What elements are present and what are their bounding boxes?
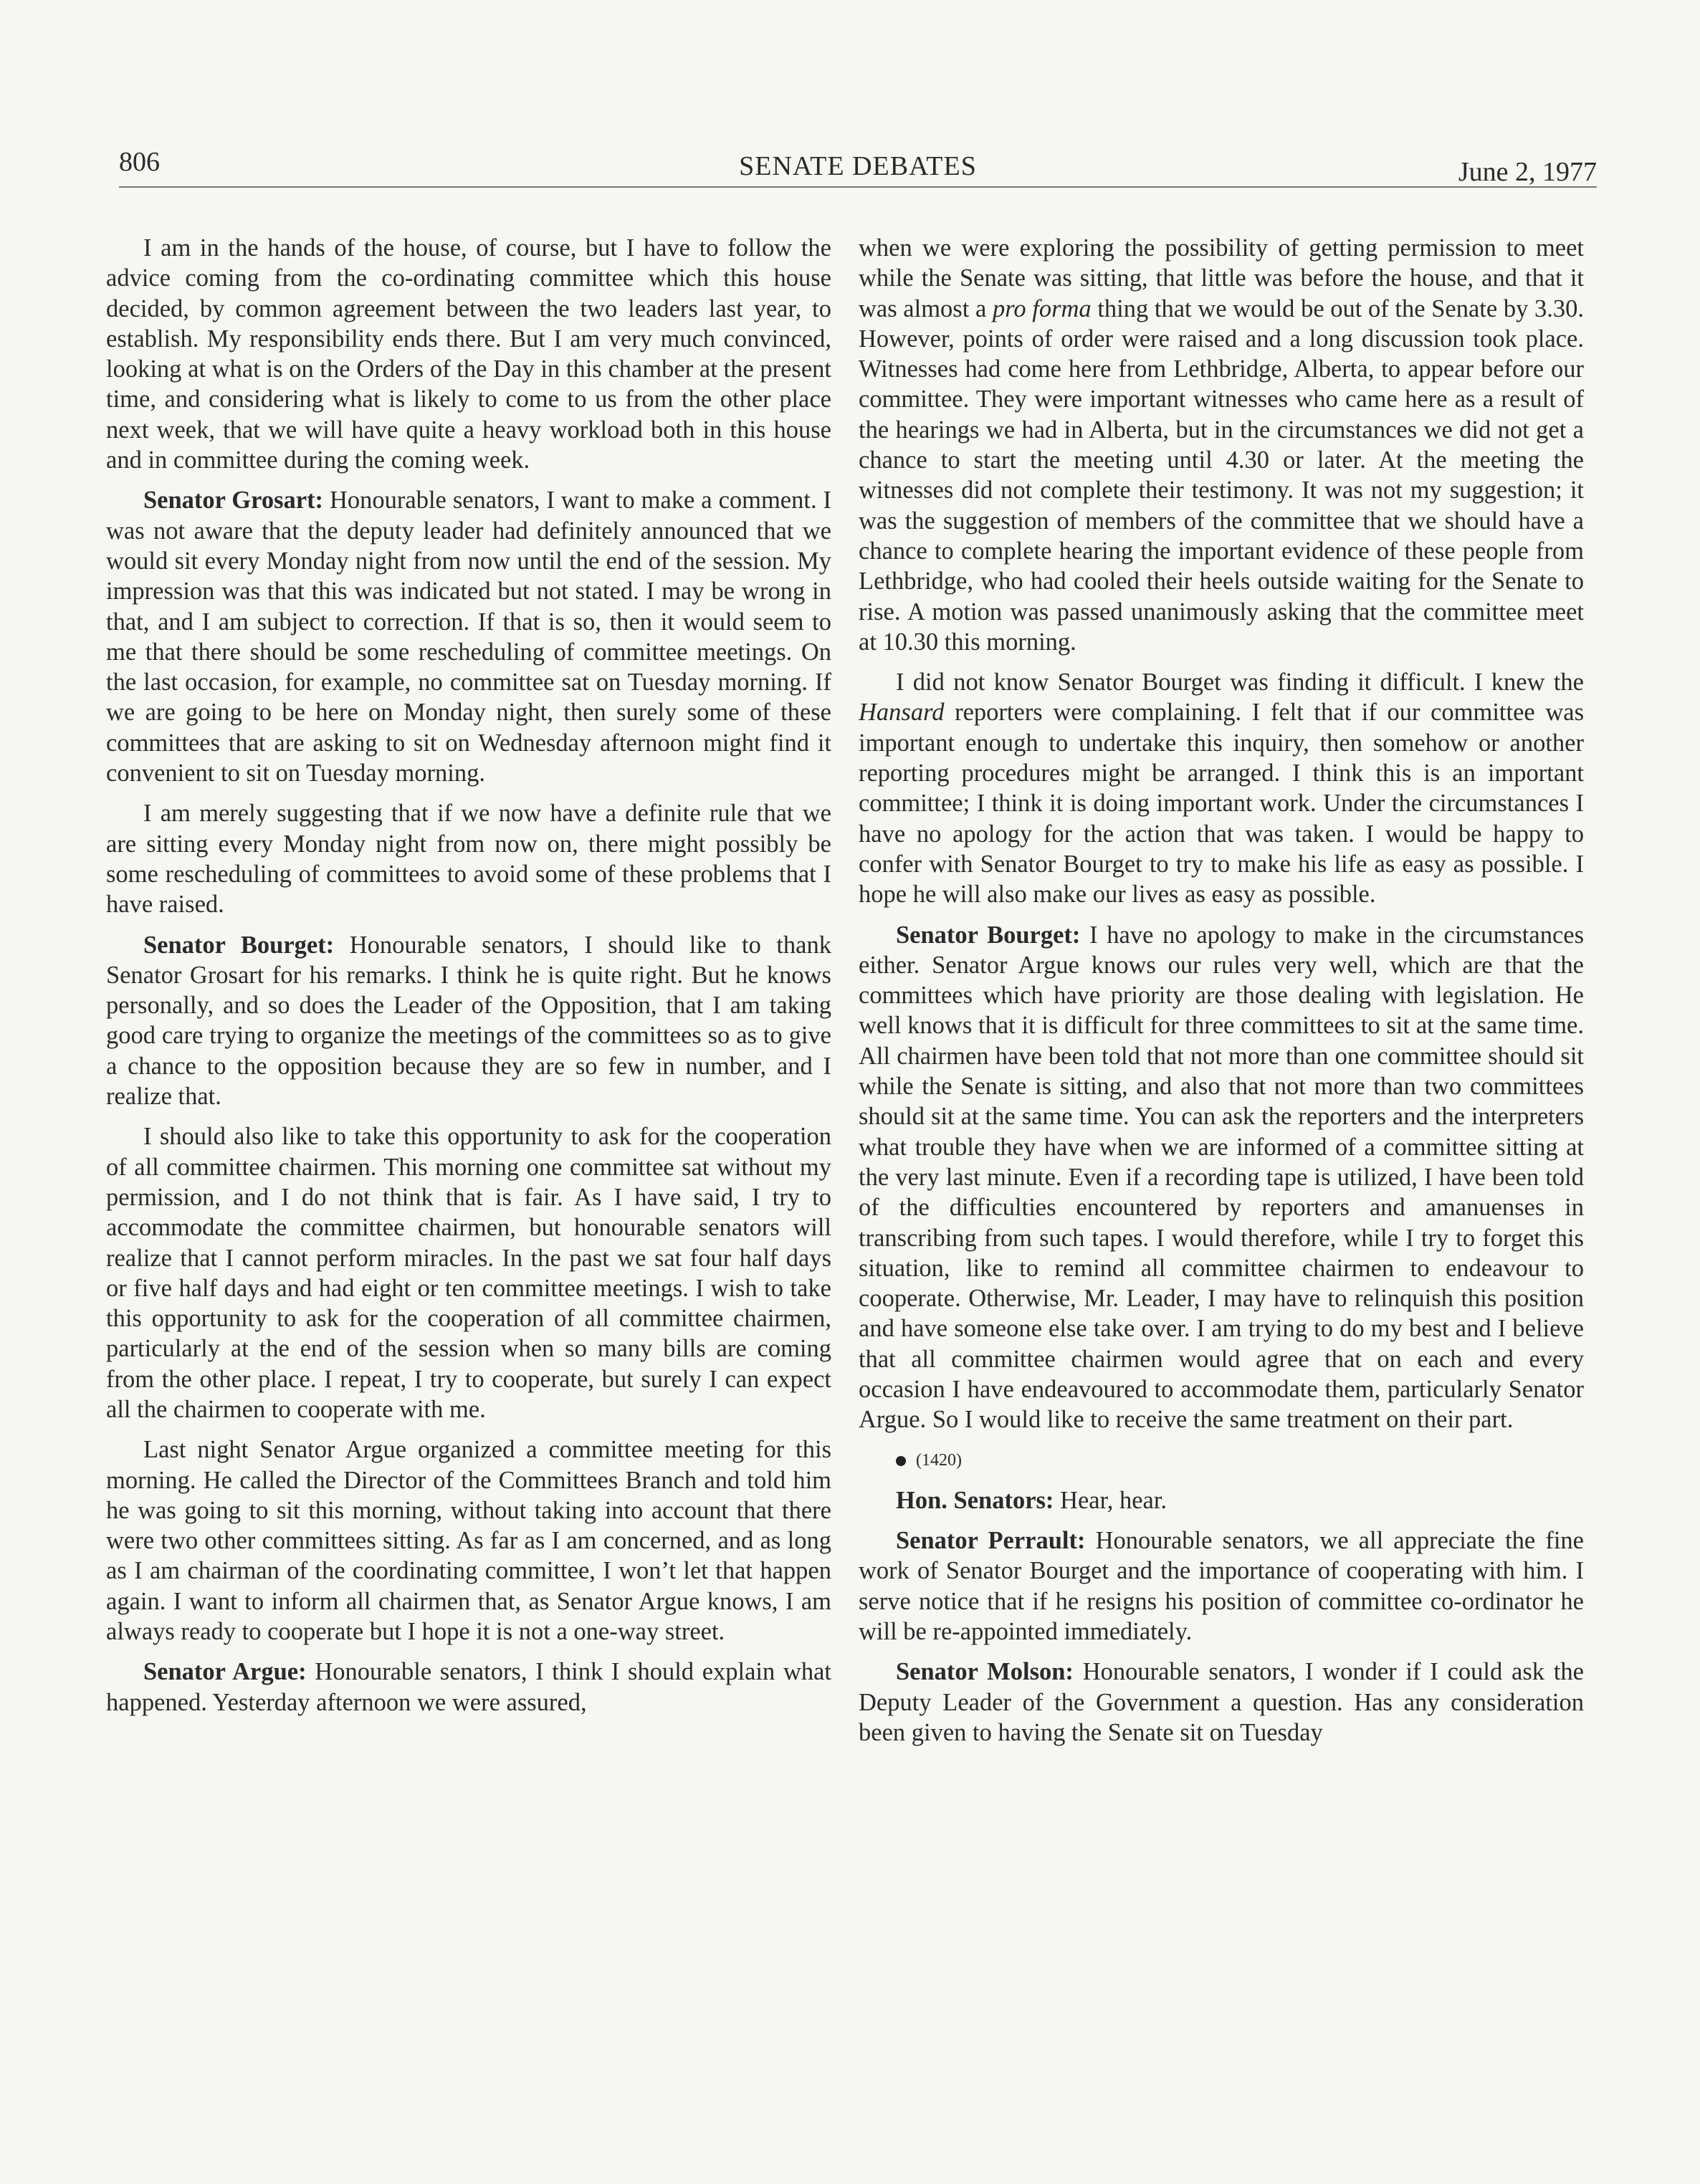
time-marker	[859, 1445, 1584, 1475]
speech-argue	[106, 1657, 831, 1718]
page-number: 806	[119, 147, 160, 177]
paragraph: I am in the hands of the house, of course, but I have to follow the advice coming from the co-ordinating committee which this house decided, by common agreement between the two leaders last year, to establish. My responsibility ends there. But I am very much convinced, looking at what is on the Orders of the Day in this chamber at the present time, and considering what is likely to come to us from the other place next week, that we will have quite a heavy workload both in this house and in committee during the coming week.	[106, 234, 831, 474]
speaker-name: Senator Perrault:	[896, 1527, 1086, 1555]
page-header	[119, 146, 1597, 188]
paragraph-continued	[859, 233, 1584, 657]
text-run: when we were exploring the possibility of getting permission to meet while the Senate was sitting, that little was before the house, and that it was almost a	[859, 234, 1584, 322]
speech-text: Honourable senators, I wonder if I could ask the Deputy Leader of the Government a question. Has any consideration been given to having the Senate sit on Tuesday	[859, 1658, 1584, 1746]
text-run: reporters were complaining. I felt that if our committee was important enough to undertake this inquiry, then somehow or another reporting procedures might be arranged. I think this is an important committee; I think it is doing important work. Under the circumstances I have no apology for the action that was taken. I would be happy to confer with Senator Bourget to try to make his life as easy as possible. I hope he will also make our lives as easy as possible.	[859, 699, 1584, 909]
paragraph: I am merely suggesting that if we now have a definite rule that we are sitting every Monday night from now on, there might possibly be some rescheduling of committees to avoid some of these problems that I have raised.	[106, 800, 831, 919]
text-run: I did not know Senator Bourget was finding it difficult. I knew the	[896, 669, 1584, 696]
speech-text: Hear, hear.	[1054, 1486, 1167, 1514]
speaker-name: Senator Grosart:	[143, 487, 324, 514]
left-column	[106, 233, 831, 1728]
speech-bourget	[859, 920, 1584, 1435]
speaker-name: Hon. Senators:	[896, 1486, 1054, 1514]
italic-text: Hansard	[859, 699, 945, 727]
right-column	[859, 233, 1584, 1758]
speaker-name: Senator Bourget:	[896, 921, 1081, 949]
speech-text: I have no apology to make in the circumstances either. Senator Argue knows our rules very well, which are that the committees which have priority are those dealing with legislation. He well knows that it is difficult for three committees to sit at the same time. All chairmen have been told that not more than one committee should sit while the Senate is sitting, and also that not more than two committees should sit at the same time. You can ask the reporters and the interpreters what trouble they have when we are informed of a committee sitting at the very last minute. Even if a recording tape is utilized, I have been told of the difficulties encountered by reporters and amanuenses in transcribing from such tapes. I would therefore, while I try to forget this situation, like to remind all committee chairmen to endeavour to cooperate. Otherwise, Mr. Leader, I may have to relinquish this position and have someone else take over. I am trying to do my best and I believe that all committee chairmen would agree that on each and every occasion I have endeavoured to accommodate them, particularly Senator Argue. So I would like to receive the same treatment on their part.	[859, 921, 1585, 1434]
speech-bourget	[106, 930, 831, 1112]
time-marker-text: (1420)	[916, 1450, 962, 1470]
paragraph	[859, 667, 1584, 909]
paragraph: Last night Senator Argue organized a committee meeting for this morning. He called the Director of the Committees Branch and told him he was going to sit this morning, without taking into account that there were two other committees sitting. As far as I am concerned, and as long as I am chairman of the coordinating committee, I won’t let that happen again. I want to inform all chairmen that, as Senator Argue knows, I am always ready to cooperate but I hope it is not a one-way street.	[106, 1436, 831, 1646]
running-title: SENATE DEBATES	[739, 151, 977, 181]
italic-text: pro forma	[992, 294, 1092, 322]
speech-text: Honourable senators, we all appreciate the fine work of Senator Bourget and the importance of cooperating with him. I serve notice that if he resigns his position of committee co-ordinator he will be re-appointed immediately.	[859, 1527, 1584, 1646]
speaker-name: Senator Molson:	[896, 1658, 1074, 1686]
speech-hon-senators	[859, 1485, 1584, 1515]
text-run: thing that we would be out of the Senate by 3.30. However, points of order were raised and a long discussion took place. Witnesses had come here from Lethbridge, Alberta, to appear before our committee. They were important witnesses who came here as a result of the hearings we had in Alberta, but in the circumstances we did not get a chance to start the meeting until 4.30 or later. At the meeting the witnesses did not complete their testimony. It was not my suggestion; it was the suggestion of members of the committee that we should have a chance to complete hearing the important evidence of these people from Lethbridge, who had cooled their heels outside waiting for the Senate to rise. A motion was passed unanimously asking that the committee meet at 10.30 this morning.	[859, 294, 1584, 656]
speaker-name: Senator Argue:	[143, 1658, 307, 1686]
page-date: June 2, 1977	[1458, 157, 1597, 187]
speech-text: Honourable senators, I think I should explain what happened. Yesterday afternoon we were assured,	[106, 1658, 832, 1716]
speech-grosart	[106, 485, 831, 788]
speaker-name: Senator Bourget:	[143, 931, 335, 959]
paragraph: I should also like to take this opportunity to ask for the cooperation of all committee chairmen. This morning one committee sat without my permission, and I do not think that is fair. As I have said, I try to accommodate the committee chairmen, but honourable senators will realize that I cannot perform miracles. In the past we sat four half days or five half days and had eight or ten committee meetings. I wish to take this opportunity to ask for the cooperation of all committee chairmen, particularly at the end of the session when so many bills are coming from the other place. I repeat, I try to cooperate, but surely I can expect all the chairmen to cooperate with me.	[106, 1123, 831, 1423]
speech-text: Honourable senators, I want to make a comment. I was not aware that the deputy leader had definitely announced that we would sit every Monday night from now until the end of the session. My impression was that this was indicated but not stated. I may be wrong in that, and I am subject to correction. If that is so, then it would seem to me that there should be some rescheduling of committee meetings. On the last occasion, for example, no committee sat on Tuesday morning. If we are going to be here on Monday night, then surely some of these committees that are asking to sit on Wednesday afternoon might find it convenient to sit on Tuesday morning.	[106, 487, 832, 787]
speech-text: Honourable senators, I should like to thank Senator Grosart for his remarks. I think he is quite right. But he knows personally, and so does the Leader of the Opposition, that I am taking good care trying to organize the meetings of the committees so as to give a chance to the opposition because they are so few in number, and I realize that.	[106, 931, 831, 1111]
speech-perrault	[859, 1526, 1584, 1647]
speech-molson	[859, 1657, 1584, 1748]
bullet-icon	[896, 1456, 906, 1466]
